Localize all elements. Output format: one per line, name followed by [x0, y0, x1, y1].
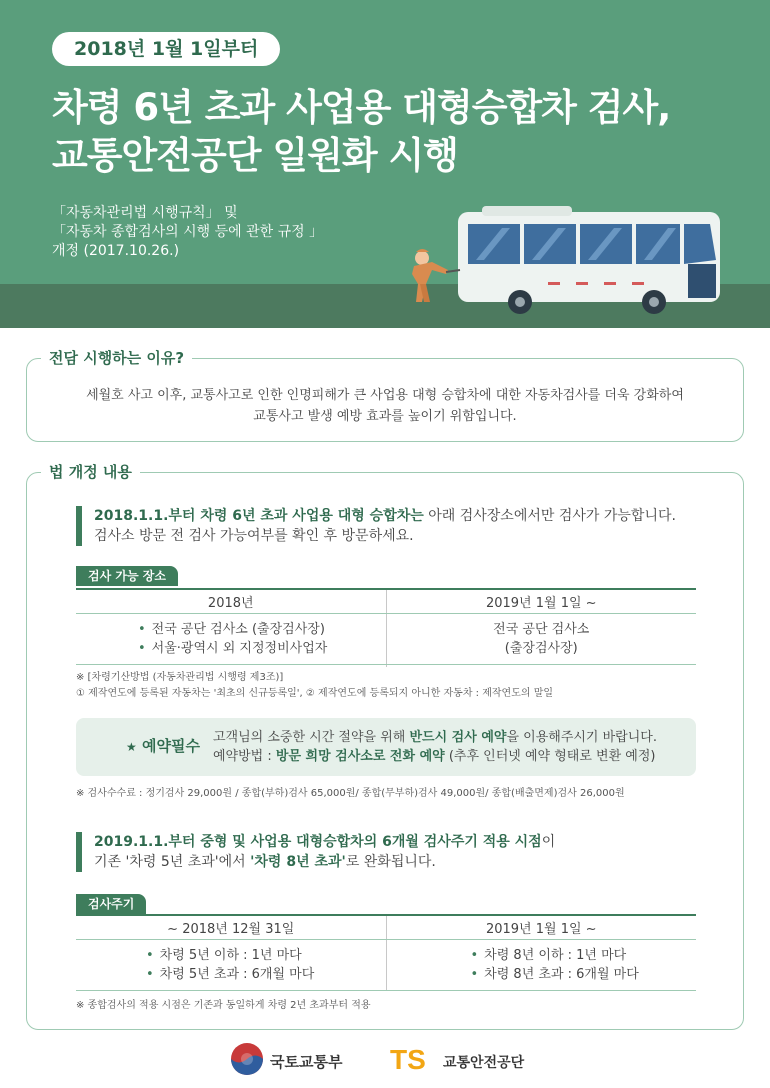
star-icon: ★	[126, 740, 137, 754]
reservation-text: 고객님의 소중한 시간 절약을 위해 반드시 검사 예약을 이용해주시기 바랍니다. 예약방법 : 방문 희망 검사소로 전화 예약 (추후 인터넷 예약 형태로 변환 예정)	[213, 730, 657, 764]
place-col2-header: 2019년 1월 1일 ~	[386, 589, 696, 613]
place-col2-cell	[386, 613, 696, 667]
bus-mechanic-illustration	[396, 200, 726, 318]
ministry-name: 국토교통부	[270, 1053, 343, 1071]
age-calc-note-detail: ① 제작연도에 등록된 자동차는 '최초의 신규등록일', ② 제작연도에 등록되지 아니한 자동차 : 제작연도의 말일	[76, 688, 554, 699]
reason-section	[26, 349, 744, 442]
agency-name: 교통안전공단	[443, 1055, 525, 1071]
place-col1-header: 2018년	[76, 589, 386, 613]
highlight2-bold2: '차령 8년 초과'	[250, 854, 346, 870]
fee-note: ※ 검사수수료 : 정기검사 29,000원 / 종합(부하)검사 65,000원/ 종합(무부하)검사 49,000원/ 종합(배출면제)검사 26,000원	[76, 788, 625, 799]
cycle-note: ※ 종합검사의 적용 시점은 기존과 동일하게 차령 2년 초과부터 적용	[76, 1000, 371, 1011]
reason-heading: 전담 시행하는 이유?	[41, 348, 192, 368]
regulation-line2: 「자동차 종합검사의 시행 등에 관한 규정 」	[52, 224, 324, 240]
date-pill: 2018년 1월 1일부터	[52, 32, 280, 66]
highlight-inspection-place	[76, 506, 696, 546]
reason-line1: 세월호 사고 이후, 교통사고로 인한 인명피해가 큰 사업용 대형 승합차에 대한 자동차검사를 더욱 강화하여	[86, 388, 684, 403]
place-item: • 서울·광역시 외 지정정비사업자	[138, 639, 386, 658]
cycle-tag: 검사주기	[76, 894, 146, 914]
highlight1-bold: 2018.1.1.부터 차령 6년 초과 사업용 대형 승합차는	[94, 508, 424, 524]
main-title-line2: 교통안전공단 일원화 시행	[52, 134, 458, 177]
place-item: • 전국 공단 검사소 (출장검사장)	[138, 620, 386, 639]
cycle-table-bottom-rule	[76, 990, 696, 991]
place-table-bottom-rule	[76, 664, 696, 665]
age-calc-note-title: ※ [차령기산방법 (자동차관리법 시행령 제3조)]	[76, 672, 284, 683]
footer	[0, 1036, 770, 1086]
reservation-box	[76, 718, 696, 776]
reservation-label: ★ 예약필수	[126, 737, 200, 755]
place-table	[76, 588, 696, 667]
regulation-line3: 개정 (2017.10.26.)	[52, 243, 180, 259]
cycle-item: • 차령 8년 초과 : 6개월 마다	[471, 965, 697, 984]
place-col1-cell	[76, 613, 386, 667]
highlight1-line2: 검사소 방문 전 검사 가능여부를 확인 후 방문하세요.	[94, 528, 414, 544]
reason-line2: 교통사고 발생 예방 효과를 높이기 위함입니다.	[253, 409, 517, 424]
highlight-inspection-cycle: 2019.1.1.부터 중형 및 사업용 대형승합차의 6개월 검사주기 적용 시점이 기존 '차령 5년 초과'에서 '차령 8년 초과'로 완화됩니다.	[76, 832, 696, 872]
ministry-emblem-icon	[230, 1042, 264, 1076]
place-col2-line1: 전국 공단 검사소	[493, 621, 590, 637]
regulation-line1: 「자동차관리법 시행규칙」 및	[52, 205, 238, 221]
cycle-col1-cell	[76, 939, 386, 991]
cycle-table	[76, 914, 696, 991]
place-col2-line2: (출장검사장)	[504, 640, 578, 656]
cycle-col1-header: ~ 2018년 12월 31일	[76, 915, 386, 939]
ts-logo-icon	[390, 1044, 438, 1074]
header-banner	[0, 0, 770, 328]
cycle-item: • 차령 5년 이하 : 1년 마다	[146, 946, 386, 965]
cycle-col2-header: 2019년 1월 1일 ~	[386, 915, 696, 939]
cycle-item: • 차령 5년 초과 : 6개월 마다	[146, 965, 386, 984]
law-heading: 법 개정 내용	[41, 462, 140, 482]
regulation-subtext	[52, 204, 323, 261]
svg-text:TS: TS	[390, 1044, 426, 1074]
highlight1-rest: 아래 검사장소에서만 검사가 가능합니다.	[423, 508, 676, 524]
cycle-col2-cell	[386, 939, 696, 991]
reason-text	[27, 385, 743, 427]
cycle-item: • 차령 8년 이하 : 1년 마다	[471, 946, 697, 965]
highlight2-bold1: 2019.1.1.부터 중형 및 사업용 대형승합차의 6개월 검사주기 적용 시점	[94, 834, 542, 850]
main-title	[52, 84, 670, 180]
place-tag: 검사 가능 장소	[76, 566, 178, 586]
main-title-line1: 차령 6년 초과 사업용 대형승합차 검사,	[52, 86, 671, 129]
